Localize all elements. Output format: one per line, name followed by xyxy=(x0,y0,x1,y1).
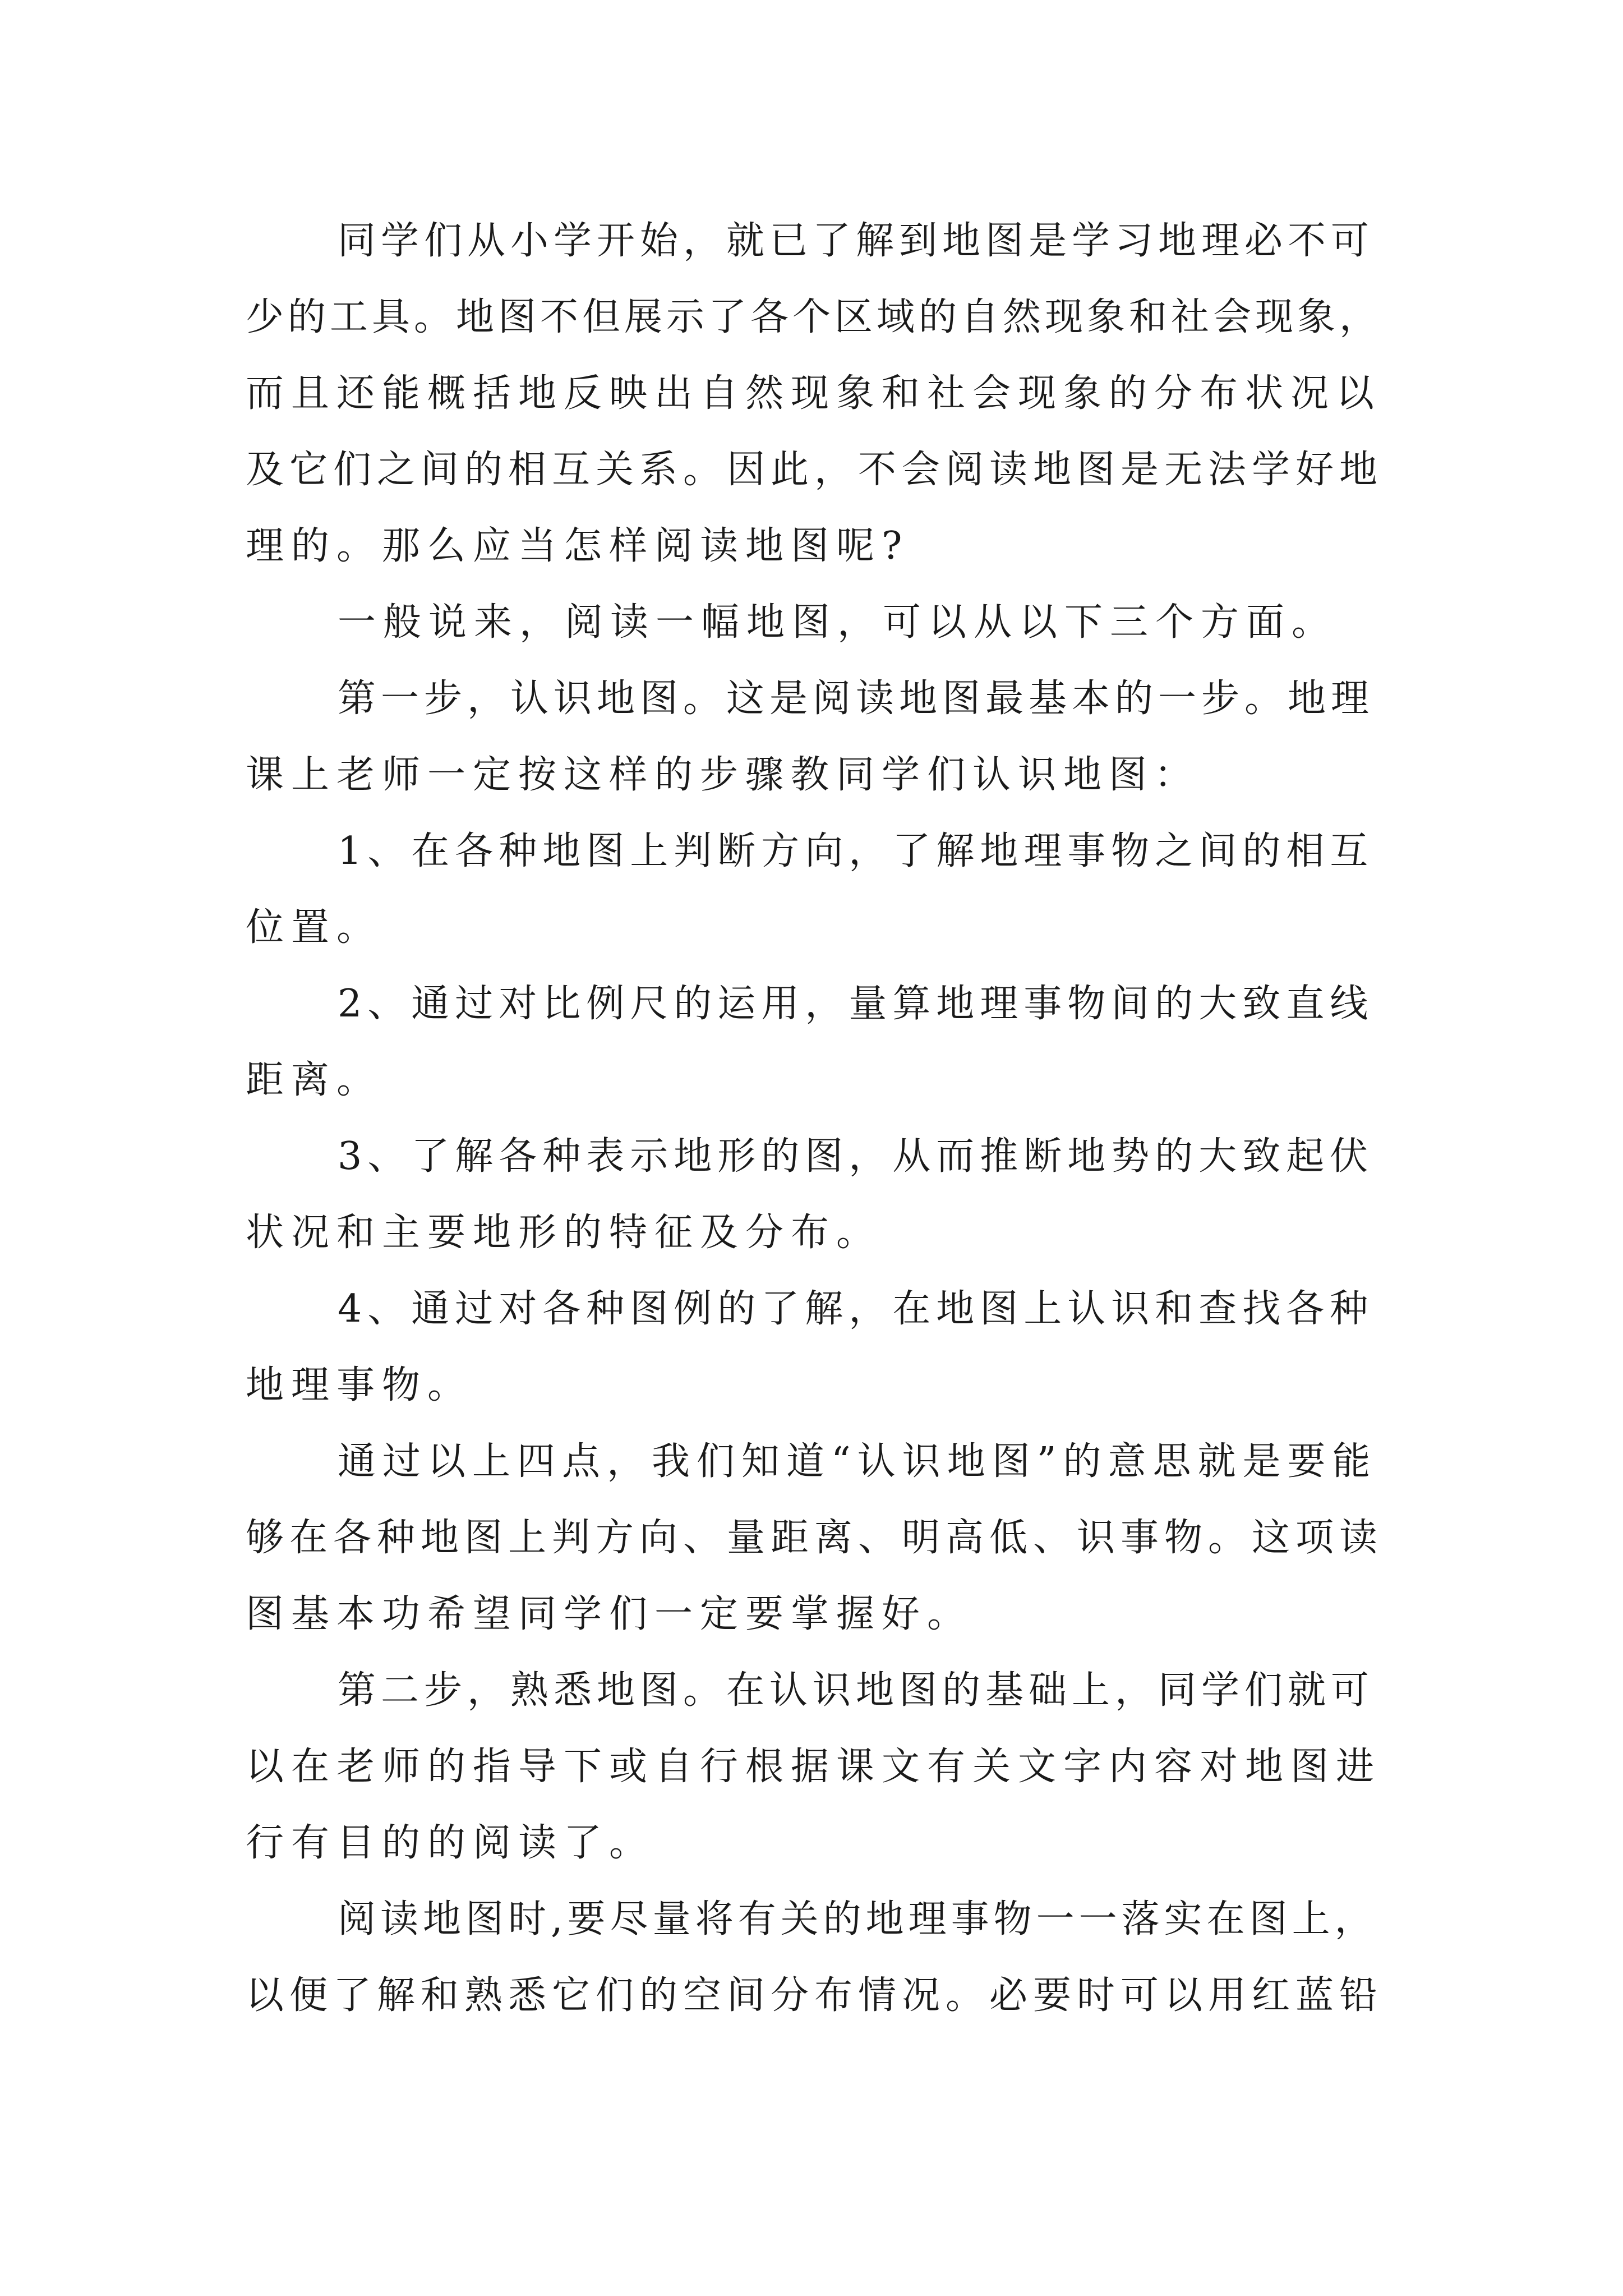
text-line: 课上老师一定按这样的步骤教同学们认识地图： xyxy=(246,753,1200,797)
text-line: 及它们之间的相互关系。因此，不会阅读地图是无法学好地 xyxy=(246,448,1384,492)
text-line: 通过以上四点，我们知道“认识地图”的意思就是要能 xyxy=(338,1439,1377,1484)
text-line: 第二步，熟悉地图。在认识地图的基础上，同学们就可 xyxy=(338,1668,1375,1713)
text-line: 以便了解和熟悉它们的空间分布情况。必要时可以用红蓝铅 xyxy=(246,1973,1384,2018)
text-line: 距离。 xyxy=(246,1058,382,1102)
text-line: 第一步，认识地图。这是阅读地图最基本的一步。地理 xyxy=(338,677,1375,721)
text-line: 状况和主要地形的特征及分布。 xyxy=(246,1211,882,1255)
text-line: 同学们从小学开始，就已了解到地图是学习地理必不可 xyxy=(338,219,1375,263)
text-line: 少的工具。地图不但展示了各个区域的自然现象和社会现象， xyxy=(246,295,1382,339)
text-line: 理的。那么应当怎样阅读地图呢? xyxy=(246,524,910,568)
text-line: 4、通过对各种图例的了解，在地图上认识和查找各种 xyxy=(338,1287,1374,1331)
text-line: 位置。 xyxy=(246,905,382,950)
text-line: 阅读地图时,要尽量将有关的地理事物一一落实在图上， xyxy=(338,1897,1377,1941)
text-line: 以在老师的指导下或自行根据课文有关文字内容对地图进 xyxy=(246,1745,1382,1789)
text-line: 够在各种地图上判方向、量距离、明高低、识事物。这项读 xyxy=(246,1516,1384,1560)
text-line: 行有目的的阅读了。 xyxy=(246,1821,655,1865)
text-line: 2、通过对比例尺的运用，量算地理事物间的大致直线 xyxy=(338,982,1374,1026)
text-line: 1、在各种地图上判断方向，了解地理事物之间的相互 xyxy=(338,829,1374,873)
text-line: 一般说来，阅读一幅地图，可以从以下三个方面。 xyxy=(338,600,1338,645)
text-line: 而且还能概括地反映出自然现象和社会现象的分布状况以 xyxy=(246,371,1382,416)
text-line: 图基本功希望同学们一定要掌握好。 xyxy=(246,1592,973,1636)
text-line: 地理事物。 xyxy=(246,1363,473,1407)
text-line: 3、了解各种表示地形的图，从而推断地势的大致起伏 xyxy=(338,1134,1374,1179)
